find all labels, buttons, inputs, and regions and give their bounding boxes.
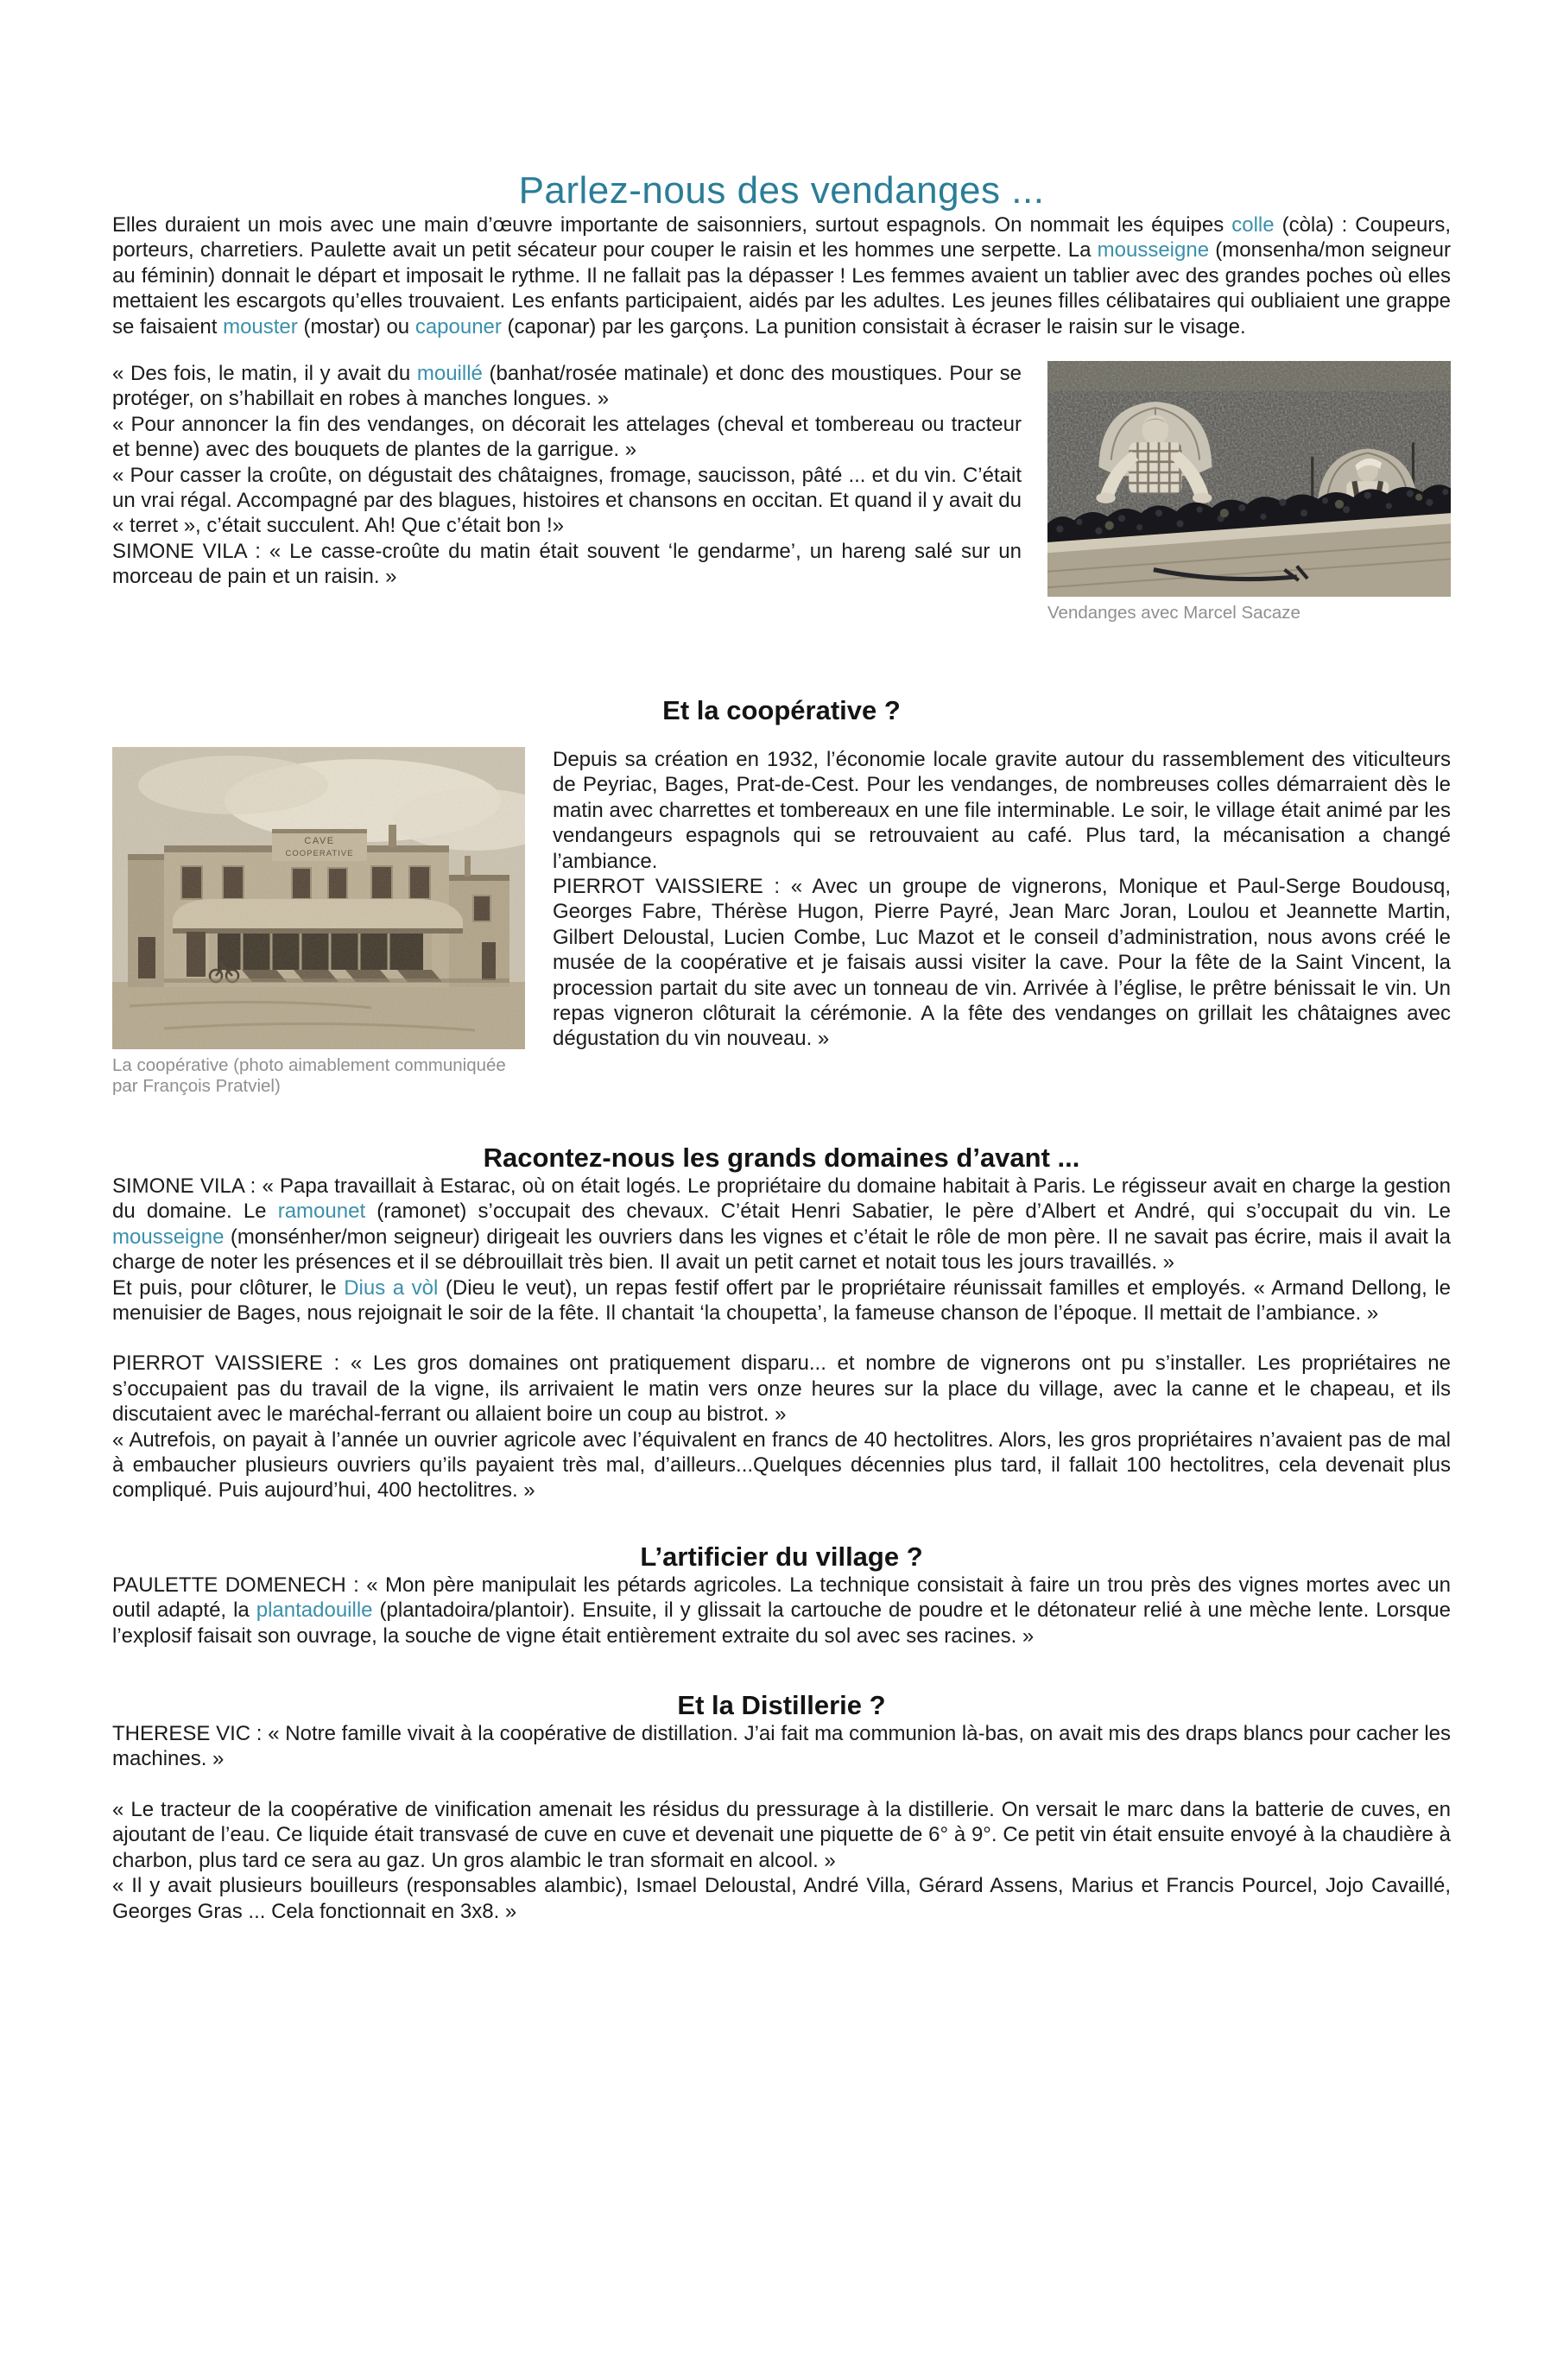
cooperative-photo-figure <box>112 747 525 1098</box>
distillerie-paragraph <box>112 1721 1451 1772</box>
quote-paragraph <box>112 539 1022 590</box>
cooperative-section <box>112 747 1451 1098</box>
text-segment: THERESE VIC : « Notre famille vivait à la coopérative de distillation. J’ai fait ma communion là-bas, on avait mis des draps blancs pour cacher les machines. » <box>112 1722 1451 1771</box>
text-segment: « Pour annoncer la fin des vendanges, on décorait les attelages (cheval et tombereau ou tracteur et benne) avec des bouquets de plantes de la garrigue. » <box>112 412 1022 462</box>
intro-paragraph <box>112 212 1451 339</box>
occitan-term: mouillé <box>416 362 483 386</box>
distillerie-paragraph <box>112 1797 1451 1873</box>
vendanges-photo <box>1047 361 1451 597</box>
domaines-paragraph-group <box>112 1351 1451 1503</box>
vendanges-photo-figure <box>1047 361 1451 624</box>
text-segment: « Il y avait plusieurs bouilleurs (responsables alambic), Ismael Deloustal, André Villa, Gérard Assens, Marius et Francis Pourcel, Jojo Cavaillé, Georges Gras ... Cela fonctionnait en 3x8. » <box>112 1874 1451 1923</box>
text-segment: « Pour casser la croûte, on dégustait des châtaignes, fromage, saucisson, pâté ... et du vin. C’était un vrai régal. Accompagné par des blagues, histoires et chansons en occitan. Et quand il y avait du « terret », c’était succulent. Ah! Que c’était bon !» <box>112 463 1022 538</box>
domaines-paragraph <box>112 1351 1451 1427</box>
vendanges-quotes-column <box>112 361 1022 590</box>
cooperative-photo <box>112 747 525 1049</box>
occitan-term: colle <box>1231 213 1275 237</box>
sign-line-2: COOPERATIVE <box>285 848 354 858</box>
heading-domaines: Racontez-nous les grands domaines d’avant ... <box>483 1142 1080 1173</box>
text-segment: (ramonet) s’occupait des chevaux. C’était Henri Sabatier, le père d’Albert et André, qui s’occupait du vin. Le <box>365 1199 1452 1224</box>
text-segment: (mostar) ou <box>297 314 415 339</box>
quote-paragraph <box>112 412 1022 463</box>
domaines-paragraph <box>112 1174 1451 1275</box>
cooperative-paragraph <box>553 747 1451 874</box>
text-segment: Elles duraient un mois avec une main d’œuvre importante de saisonniers, surtout espagnols. On nommait les équipes <box>112 213 1232 237</box>
text-segment: SIMONE VILA : « Le casse-croûte du matin était souvent ‘le gendarme’, un hareng salé sur un morceau de pain et un raisin. » <box>112 539 1022 589</box>
text-segment: (banhat/rosée matinale) et donc des moustiques. Pour se protéger, on s’habillait en robes à manches longues. » <box>112 362 1022 411</box>
text-segment: « Le tracteur de la coopérative de vinification amenait les résidus du pressurage à la distillerie. On versait le marc dans la batterie de cuves, en ajoutant de l’eau. Ce liquide était transvasé de cuve en cuve et devenait une piquette de 6° à 9°. Ce petit vin était ensuite envoyé à la chaudière à charbon, plus tard ce sera au gaz. Un gros alambic le tran sformait en alcool. » <box>112 1797 1451 1872</box>
text-segment: Et puis, pour clôturer, le <box>112 1275 345 1300</box>
cooperative-paragraph <box>553 874 1451 1052</box>
page-title: Parlez-nous des vendanges ... <box>518 169 1045 212</box>
domaines-paragraph <box>112 1275 1451 1326</box>
text-segment: (Dieu le veut), un repas festif offert par le propriétaire réunissait familles et employés. « Armand Dellong, le menuisier de Bages, nous rejoignait le soir de la fête. Il chantait ‘la choupetta’, la fameuse chanson de l’époque. Il mettait de l’ambiance. » <box>112 1275 1452 1325</box>
text-segment: SIMONE VILA : « Papa travaillait à Estarac, où on était logés. Le propriétaire du domaine habitait à Paris. Le régisseur avait en charge la gestion du domaine. Le <box>112 1174 1451 1224</box>
occitan-term: mousseigne <box>1097 238 1210 263</box>
vendanges-section <box>112 361 1451 624</box>
cooperative-photo-caption: La coopérative (photo aimablement communiquée par François Pratviel) <box>112 1054 506 1097</box>
occitan-term: plantadouille <box>256 1598 373 1623</box>
text-segment: (monsénher/mon seigneur) dirigeait les ouvriers dans les vignes et c’était le rôle de mon père. Il ne savait pas écrire, mais il avait la charge de noter les présences et il se débrouillait très bien. Il avait un petit carnet et notait tous les jours travaillés. » <box>112 1225 1451 1275</box>
distillerie-paragraph-group <box>112 1797 1451 1924</box>
cooperative-text-column <box>553 747 1451 1052</box>
text-segment: (caponar) par les garçons. La punition consistait à écraser le raisin sur le visage. <box>501 314 1246 339</box>
text-segment: (plantadoira/plantoir). Ensuite, il y glissait la cartouche de poudre et le détonateur relié à une mèche lente. Lorsque l’explosif faisait son ouvrage, la souche de vigne était entièrement extraite du sol avec ses racines. » <box>112 1598 1451 1648</box>
heading-cooperative: Et la coopérative ? <box>662 694 901 725</box>
document-page <box>0 169 1563 1924</box>
text-segment: PAULETTE DOMENECH : « Mon père manipulait les pétards agricoles. La technique consistait à faire un trou près des vignes mortes avec un outil adapté, la <box>112 1573 1451 1623</box>
heading-distillerie: Et la Distillerie ? <box>677 1690 886 1721</box>
text-segment: « Des fois, le matin, il y avait du <box>112 362 417 386</box>
occitan-term: ramounet <box>277 1199 366 1224</box>
domaines-paragraph <box>112 1427 1451 1503</box>
occitan-term: mouster <box>223 314 298 339</box>
text-segment: (monsenha/mon seigneur au féminin) donnait le départ et imposait le rythme. Il ne fallait pas la dépasser ! Les femmes avaient un tablier avec des grandes poches où elles mettaient les escargots qu’elles trouvaient. Les enfants participaient, aidés par les adultes. Les jeunes filles célibataires qui oubliaient une grappe se faisaient <box>112 238 1451 339</box>
artificier-paragraph <box>112 1573 1451 1649</box>
text-segment: « Autrefois, on payait à l’année un ouvrier agricole avec l’équivalent en francs de 40 hectolitres. Alors, les gros propriétaires n’avaient pas de mal à embaucher plusieurs ouvriers qu’ils payaient très mal, d’ailleurs...Quelques décennies plus tard, il fallait 100 hectolitres, cela devenait plus compliqué. Puis aujourd’hui, 400 hectolitres. » <box>112 1427 1451 1503</box>
quote-paragraph <box>112 463 1022 539</box>
occitan-term: Dius a vòl <box>344 1275 439 1300</box>
text-segment: Depuis sa création en 1932, l’économie locale gravite autour du rassemblement des viticulteurs de Peyriac, Bages, Prat-de-Cest. Pour les vendanges, de nombreuses colles démarraient dès le matin avec charrettes et tombereaux en une file interminable. Le soir, le village était animé par les vendangeurs espagnols qui se retrouvaient au café. Plus tard, la mécanisation a changé l’ambiance. <box>553 747 1451 873</box>
heading-artificier: L’artificier du village ? <box>640 1541 923 1572</box>
photo-grain <box>112 747 525 1049</box>
text-segment: PIERROT VAISSIERE : « Les gros domaines ont pratiquement disparu... et nombre de vignerons ont pu s’installer. Les propriétaires ne s’occupaient pas du travail de la vigne, ils arrivaient le matin vers onze heures sur la place du village, avec la canne et le chapeau, et ils discutaient avec le maréchal-ferrant ou allaient boire un coup au bistrot. » <box>112 1351 1451 1427</box>
occitan-term: mousseigne <box>112 1225 225 1249</box>
sign-line-1: CAVE <box>304 835 335 846</box>
document-body <box>0 169 1563 2380</box>
distillerie-paragraph <box>112 1873 1451 1924</box>
quote-paragraph <box>112 361 1022 412</box>
occitan-term: capouner <box>414 314 502 339</box>
text-segment: (còla) : Coupeurs, porteurs, charretiers. Paulette avait un petit sécateur pour couper le raisin et les hommes une serpette. La <box>112 213 1451 263</box>
text-segment: PIERROT VAISSIERE : « Avec un groupe de vignerons, Monique et Paul-Serge Boudousq, Georges Fabre, Thérèse Hugon, Pierre Payré, Jean Marc Joran, Loulou et Jeannette Martin, Gilbert Deloustal, Lucien Combe, Luc Mazot et le conseil d’administration, nous avons créé le musée de la coopérative et je faisais aussi visiter la cave. Pour la fête de la Saint Vincent, la procession partait du site avec un tonneau de vin. Arrivée à l’église, le prêtre bénissait le vin. Un repas vigneron clôturait la cérémonie. A la fête des vendanges on grillait les châtaignes avec dégustation du vin nouveau. » <box>553 875 1451 1051</box>
vendanges-photo-caption: Vendanges avec Marcel Sacaze <box>1047 603 1300 623</box>
